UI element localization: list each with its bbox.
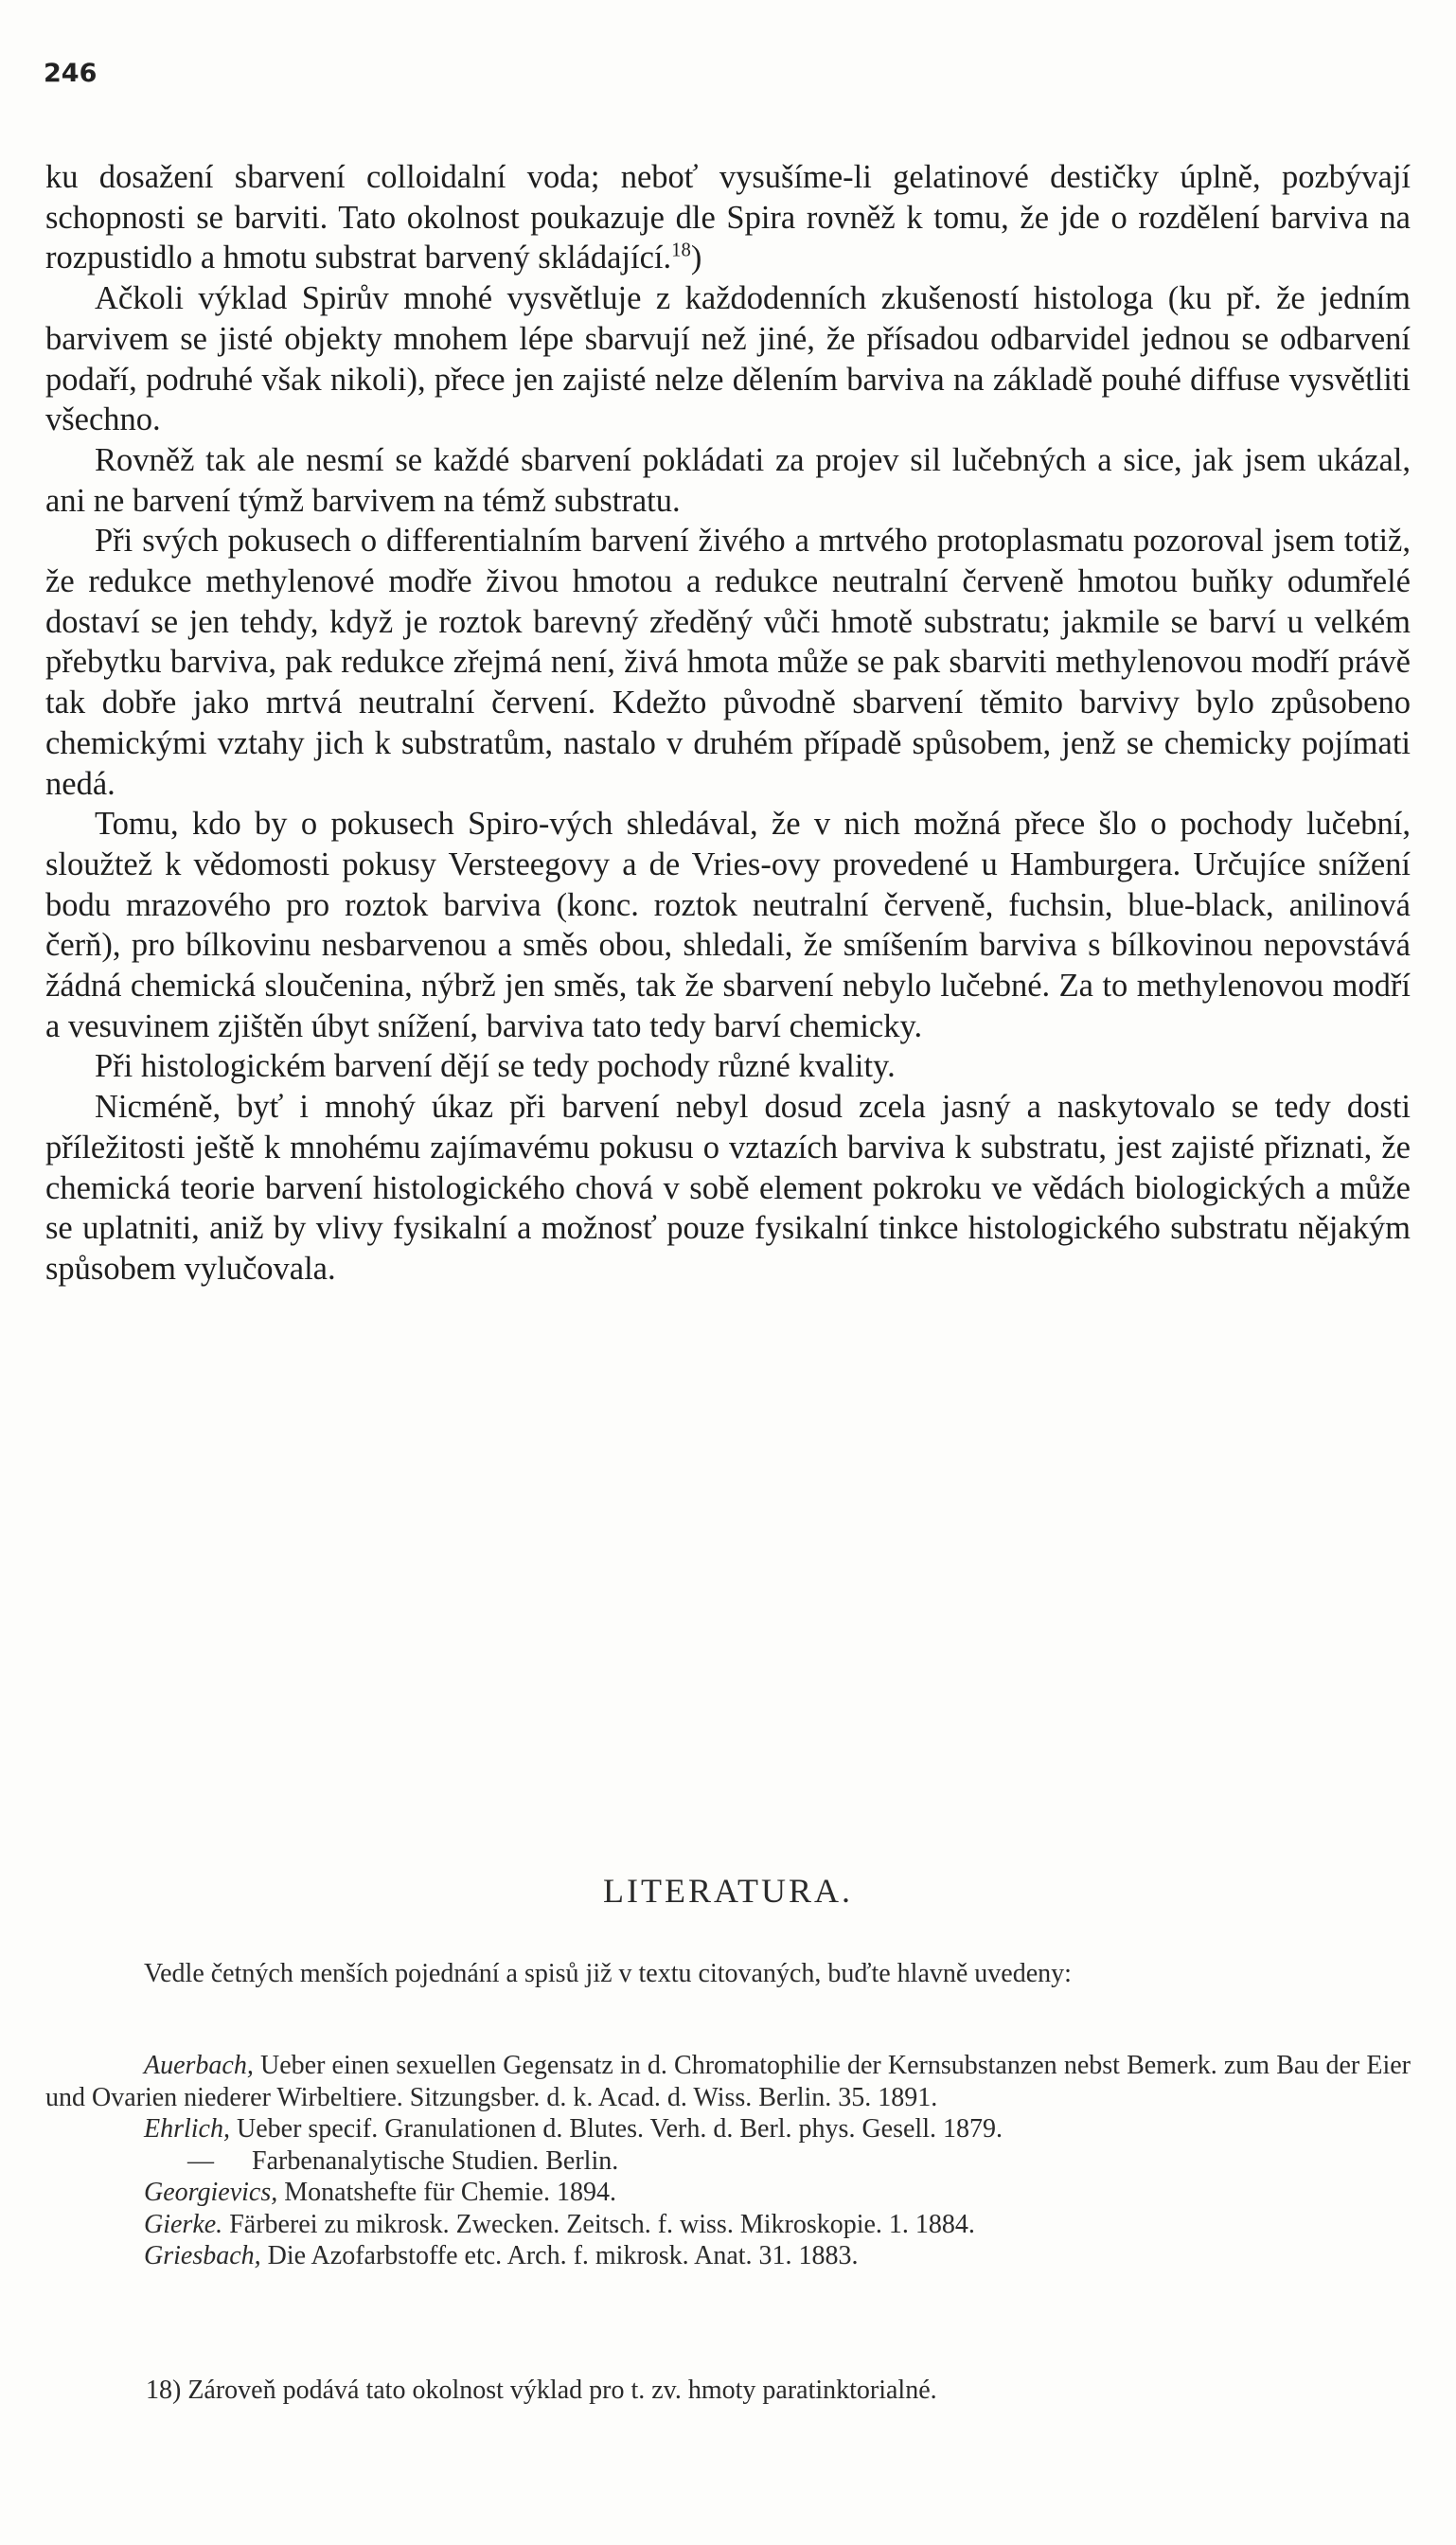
reference-item [45,2113,1411,2145]
reference-author: Georgievics, [144,2178,278,2207]
literature-intro: Vedle četných menších pojednání a spisů již v textu citovaných, buďte hlavně uvedeny: [144,1959,1072,1988]
reference-item [45,2050,1411,2113]
paragraph: Tomu, kdo by o pokusech Spiro-vých shledával, že v nich možná přece šlo o pochody lučební, sloužtež k vědomosti pokusy Versteegovy a de Vries-ovy provedené u Hamburgera. Určujíce snížení bodu mrazového pro roztok barviva (konc. roztok neutralní červeně, fuchsin, blue-black, anilinová čerň), pro bílkovinu nesbarvenou a směs obou, shledali, že smíšením barviva s bílkovinou nepovstává žádná chemická sloučenina, nýbrž jen směs, tak že sbarvení nebylo lučebné. Za to methylenovou modří a vesuvinem zjištěn úbyt snížení, barviva tato tedy barví chemicky. [45,806,1411,1044]
paragraph [45,157,1411,278]
paragraph: Ačkoli výklad Spirův mnohé vysvětluje z každodenních zkušeností histologa (ku př. že jedním barvivem se jisté objekty mnohem lépe sbarvují než jiné, že přísadou odbarvidel jednou se odbarvení podaří, podruhé však nikoli), přece jen zajisté nelze dělením barviva na základě pouhé diffuse vysvětliti všechno. [45,280,1411,438]
footnote-ref-number: 18 [671,240,691,261]
reference-dash: — [187,2145,214,2176]
reference-author: Auerbach, [144,2051,254,2080]
reference-author: Ehrlich, [144,2114,230,2144]
reference-item [45,2177,1411,2209]
reference-item [45,2240,1411,2272]
footnote [146,2375,1405,2407]
reference-item [45,2145,1411,2178]
paragraph: Při histologickém barvení dějí se tedy pochody různé kvality. [95,1048,896,1085]
section-heading: LITERATURA. [603,1872,853,1910]
reference-text: Ueber specif. Granulationen d. Blutes. Verh. d. Berl. phys. Gesell. 1879. [230,2114,1003,2144]
paragraph-text: ku dosažení sbarvení colloidalní voda; neboť vysušíme-li gelatinové destičky úplně, pozbývají schopnosti se barviti. Tato okolnost poukazuje dle Spira rovněž k tomu, že jde o rozdělení barviva na rozpustidlo a hmotu substrat barvený skládající. [45,159,1411,276]
body-text [45,157,1411,1290]
footnote-text: Zároveň podává tato okolnost výklad pro t. zv. hmoty paratinktorialné. [181,2376,937,2405]
footnote-ref-suffix: ) [690,240,702,276]
reference-text: Ueber einen sexuellen Gegensatz in d. Chromatophilie der Kernsubstanzen nebst Bemerk. zum Bau der Eier und Ovarien niederer Wirbeltiere. Sitzungsber. d. k. Acad. d. Wiss. Berlin. 35. 1891. [45,2051,1411,2112]
paragraph: Při svých pokusech o differentialním barvení živého a mrtvého protoplasmatu pozoroval jsem totiž, že redukce methylenové modře živou hmotou a redukce neutralní červeně hmotou buňky odumřelé dostaví se jen tehdy, když je roztok barevný zředěný vůči hmotě substratu; jakmile se barví u velkém přebytku barviva, pak redukce zřejmá není, živá hmota může se pak sbarviti methylenovou modří právě tak dobře jako mrtvá neutralní červení. Kdežto původně sbarvení těmito barvivy bylo způsobeno chemickými vztahy jich k substratům, nastalo v druhém případě spůsobem, jenž se chemicky pojímati nedá. [45,523,1411,802]
reference-list [45,2050,1411,2272]
reference-author: Griesbach, [144,2241,261,2270]
reference-author: Gierke. [144,2209,223,2239]
reference-text: Färberei zu mikrosk. Zwecken. Zeitsch. f. wiss. Mikroskopie. 1. 1884. [222,2209,975,2239]
reference-item [45,2209,1411,2241]
reference-text: Monatshefte für Chemie. 1894. [277,2178,616,2207]
paragraph: Nicméně, byť i mnohý úkaz při barvení nebyl dosud zcela jasný a naskytovalo se tedy dosti příležitosti ještě k mnohému zajímavému pokusu o vztazích barviva k substratu, jest zajisté přiznati, že chemická teorie barvení histologického chová v sobě element pokroku ve vědách biologických a může se uplatniti, aniž by vlivy fysikalní a možnosť pouze fysikalní tinkce histologického substratu nějakým spůsobem vylučovala. [45,1089,1411,1287]
footnote-marker: 18) [146,2376,182,2405]
reference-text: Farbenanalytische Studien. Berlin. [252,2145,619,2176]
footnote-ref [671,240,691,261]
paragraph: Rovněž tak ale nesmí se každé sbarvení pokládati za projev sil lučebných a sice, jak jsem ukázal, ani ne barvení týmž barvivem na témž substratu. [45,441,1411,519]
reference-text: Die Azofarbstoffe etc. Arch. f. mikrosk. Anat. 31. 1883. [260,2241,859,2270]
page-number: 246 [44,59,98,88]
